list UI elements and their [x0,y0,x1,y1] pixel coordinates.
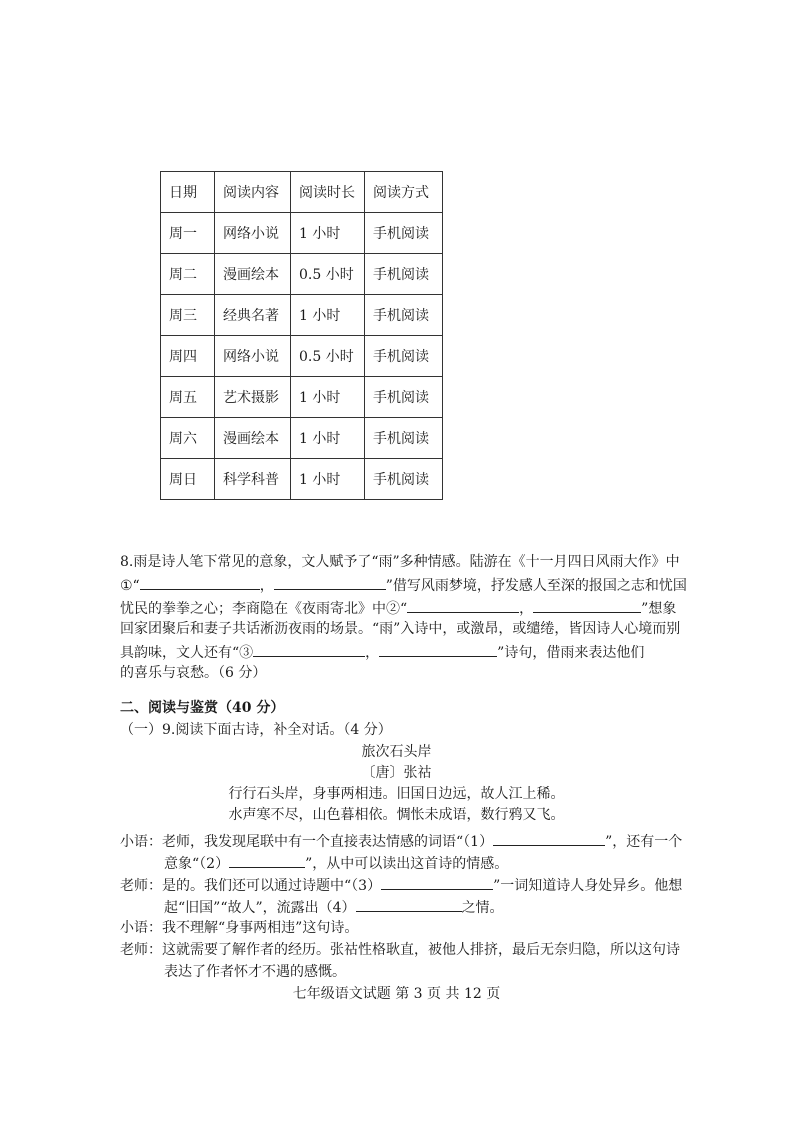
dialogue-line-4 [164,896,504,918]
table-cell: 手机阅读 [365,418,443,459]
table-cell: 艺术摄影 [215,377,291,418]
q8-blank-1a[interactable] [140,574,260,590]
table-cell: 网络小说 [215,213,291,254]
table-cell: 周四 [161,336,215,377]
table-cell: 手机阅读 [365,459,443,500]
dialogue-line-3 [120,874,682,896]
table-cell: 手机阅读 [365,213,443,254]
table-row [161,459,443,500]
table-header-row [161,172,443,213]
q8-line-2 [120,574,687,596]
dialogue-line-5: 小语：我不理解“身事两相违”这句诗。 [120,920,359,936]
table-row [161,295,443,336]
q8-text: ”借写风雨梦境，抒发感人至深的报国之志和忧国 [385,578,687,594]
table-cell: 0.5 小时 [291,336,365,377]
q8-blank-3b[interactable] [379,641,497,657]
q8-line-3 [120,597,676,619]
table-cell: 1 小时 [291,418,365,459]
table-cell: 科学科普 [215,459,291,500]
q8-line-1: 8.雨是诗人笔下常见的意象，文人赋予了“雨”多种情感。陆游在《十一月四日风雨大作》中 [120,554,680,570]
dialogue-line-7: 表达了作者怀才不遇的感慨。 [164,964,346,980]
table-row [161,377,443,418]
q8-blank-1b[interactable] [274,574,386,590]
section-heading: 二、阅读与鉴赏（40 分） [120,700,285,716]
table-cell: 1 小时 [291,295,365,336]
table-cell: 漫画绘本 [215,254,291,295]
table-cell: 周六 [161,418,215,459]
table-cell: 手机阅读 [365,336,443,377]
dialogue-text: 起“旧国”“故人”，流露出（4） [164,900,356,916]
table-cell: 周二 [161,254,215,295]
table-cell: 0.5 小时 [291,254,365,295]
dialogue-text: 小语：老师，我发现尾联中有一个直接表达情感的词语“（1） [120,834,494,850]
table-row [161,254,443,295]
q8-text: ， [259,578,274,594]
table-cell: 周日 [161,459,215,500]
dialogue-text: 之情。 [461,900,504,916]
q8-blank-3a[interactable] [253,641,365,657]
dialogue-line-1 [120,830,682,852]
table-cell: 网络小说 [215,336,291,377]
table-header-cell: 阅读时长 [291,172,365,213]
table-header-cell: 阅读方式 [365,172,443,213]
dialogue-text: ”，从中可以读出这首诗的情感。 [305,856,509,872]
table-cell: 1 小时 [291,213,365,254]
q8-line-4: 回家团聚后和妻子共话淅沥夜雨的场景。“雨”入诗中，或激昂，或缱绻，皆因诗人心境而别 [120,621,681,637]
table-row [161,418,443,459]
table-header-cell: 阅读内容 [215,172,291,213]
q8-text: 忧民的拳拳之心；李商隐在《夜雨寄北》中②“ [120,601,408,617]
dialogue-line-6: 老师：这就需要了解作者的经历。张祜性格耿直，被他人排挤，最后无奈归隐，所以这句诗 [120,942,680,958]
q8-blank-2a[interactable] [407,597,519,613]
table-header-cell: 日期 [161,172,215,213]
q8-blank-2b[interactable] [533,597,641,613]
dialogue-line-2 [164,852,508,874]
dialogue-text: 老师：是的。我们还可以通过诗题中“（3） [120,878,382,894]
q8-line-5 [120,641,644,663]
q8-line-6: 的喜乐与哀愁。（6 分） [120,665,267,681]
q9-blank-4[interactable] [356,896,462,912]
q9-instruction: （一）9.阅读下面古诗，补全对话。（4 分） [120,722,392,738]
poem-author: 〔唐〕张祜 [361,765,432,781]
dialogue-text: 意象“（2） [164,856,230,872]
q8-text: ”想象 [641,601,677,617]
q9-blank-1[interactable] [493,830,605,846]
table-cell: 周一 [161,213,215,254]
table-row [161,213,443,254]
table-cell: 漫画绘本 [215,418,291,459]
q8-text: ”诗句，借雨来表达他们 [497,645,645,661]
q8-text: ， [365,645,380,661]
table-cell: 经典名著 [215,295,291,336]
table-cell: 周五 [161,377,215,418]
poem-line-2: 水声寒不尽，山色暮相依。惆怅未成语，数行鸦又飞。 [228,807,565,823]
table-cell: 周三 [161,295,215,336]
table-cell: 1 小时 [291,459,365,500]
dialogue-text: ”，还有一个 [605,834,683,850]
reading-log-table [160,171,443,500]
table-cell: 1 小时 [291,377,365,418]
table-row [161,336,443,377]
q9-blank-2[interactable] [229,852,305,868]
dialogue-text: ”一词知道诗人身处异乡。他想 [493,878,683,894]
table-cell: 手机阅读 [365,254,443,295]
q8-text: ①“ [120,578,140,594]
poem-title: 旅次石头岸 [361,744,432,760]
q8-text: ， [519,601,534,617]
q8-text: 具韵味，文人还有“③ [120,645,254,661]
q9-blank-3[interactable] [381,874,493,890]
table-cell: 手机阅读 [365,377,443,418]
poem-line-1: 行行石头岸，身事两相违。旧国日边远，故人江上稀。 [228,786,565,802]
table-cell: 手机阅读 [365,295,443,336]
page-footer: 七年级语文试题 第 3 页 共 12 页 [292,986,501,1002]
